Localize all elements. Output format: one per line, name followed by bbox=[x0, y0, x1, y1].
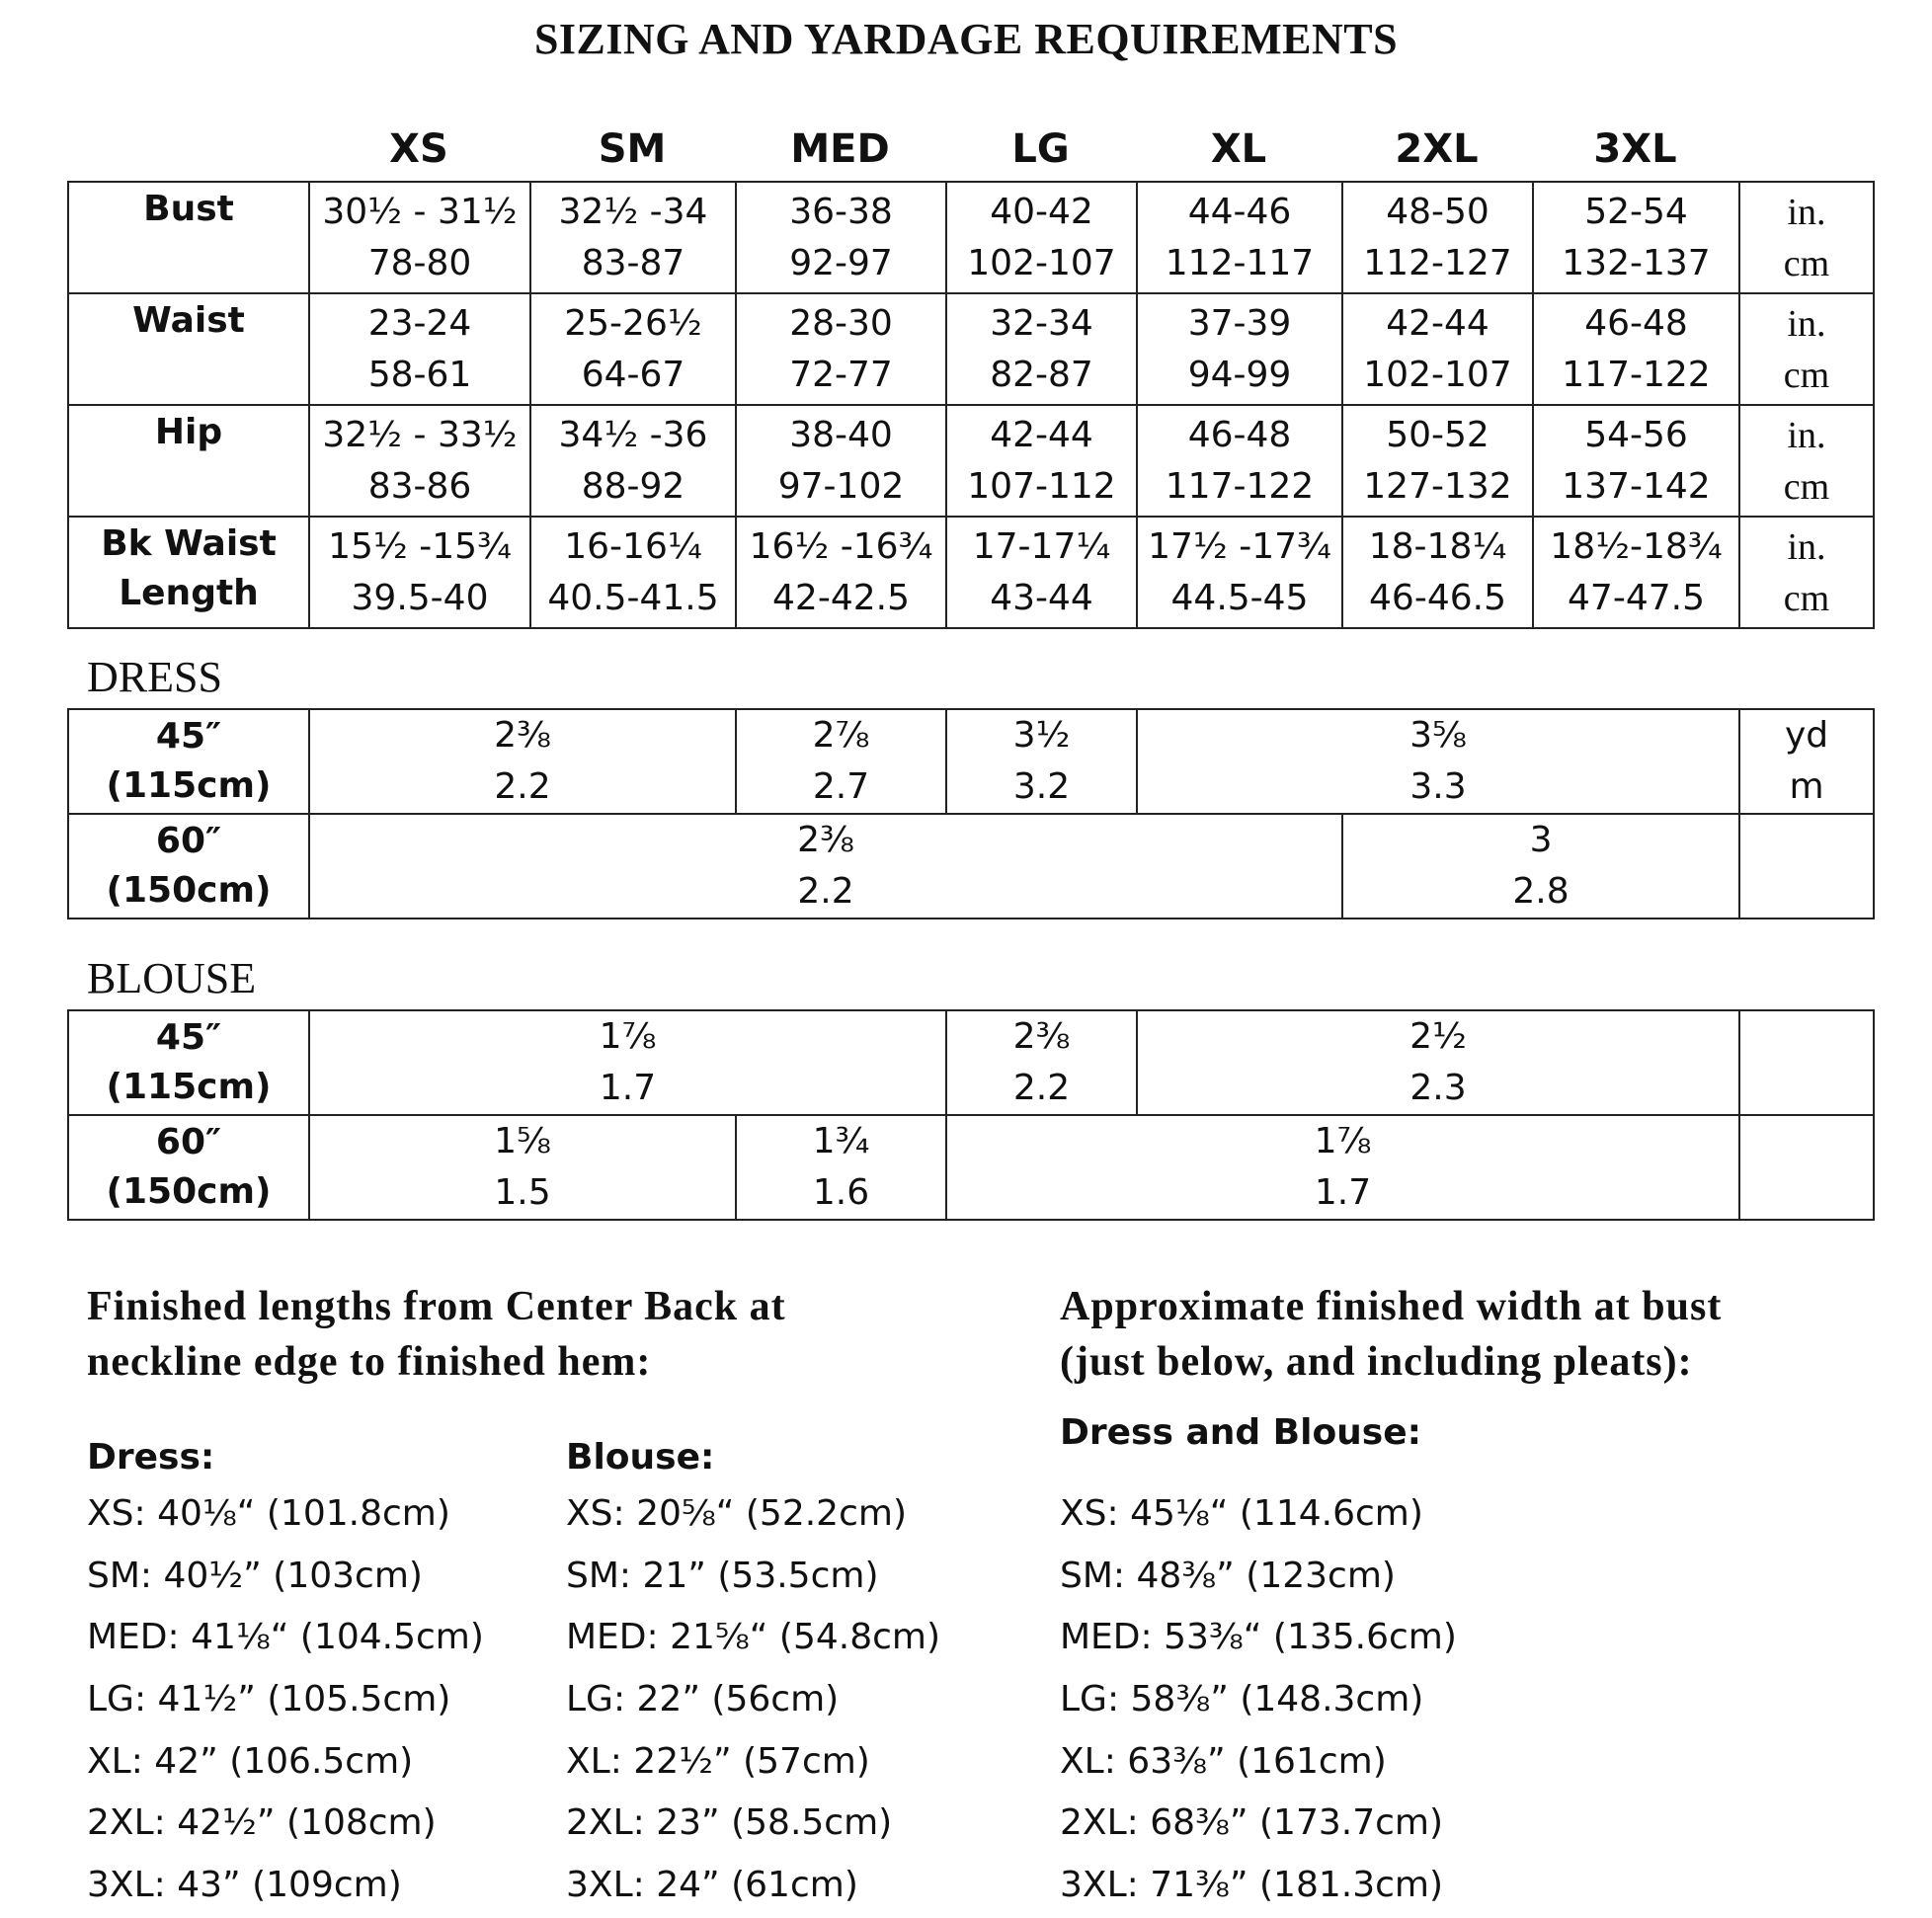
measurement-row bbox=[68, 405, 1874, 517]
cell-line: 117-122 bbox=[1165, 465, 1315, 507]
cell-line: 30½ - 31½ bbox=[322, 191, 518, 232]
cell-line: 3.2 bbox=[1012, 766, 1071, 807]
cell-line: 88-92 bbox=[581, 465, 685, 507]
row-label bbox=[68, 517, 309, 628]
unit-cell bbox=[1739, 293, 1874, 405]
heading-line: neckline edge to finished hem: bbox=[87, 1339, 652, 1385]
cell-line: 1⅞ bbox=[599, 1016, 657, 1057]
cell-line: 37-39 bbox=[1187, 302, 1292, 344]
heading-line: (just below, and including pleats): bbox=[1060, 1339, 1693, 1385]
finished-width-heading bbox=[1060, 1279, 1722, 1390]
cell-line: 1⅝ bbox=[494, 1121, 551, 1161]
yardage-cell bbox=[736, 709, 946, 814]
cell-line: 47-47.5 bbox=[1568, 577, 1705, 618]
measurement-cell bbox=[1533, 182, 1739, 293]
measurement-row bbox=[68, 293, 1874, 405]
measurement-cell bbox=[1342, 293, 1533, 405]
cell-line: 92-97 bbox=[789, 242, 893, 283]
cell-line: 1¾ bbox=[812, 1121, 870, 1161]
cell-line: Length bbox=[119, 573, 259, 613]
cell-line: 50-52 bbox=[1386, 414, 1489, 455]
measurement-cell bbox=[1533, 517, 1739, 628]
list-item: LG: 41½” (105.5cm) bbox=[87, 1679, 451, 1720]
size-header: 2XL bbox=[1395, 126, 1479, 172]
unit-cell bbox=[1739, 1010, 1874, 1115]
cell-line: 1.7 bbox=[1314, 1172, 1372, 1213]
cell-line: 58-61 bbox=[367, 354, 472, 395]
cell-line: 43-44 bbox=[990, 577, 1093, 618]
measurement-cell bbox=[1342, 405, 1533, 517]
list-item: 3XL: 43” (109cm) bbox=[87, 1865, 402, 1906]
list-item: XL: 63⅜” (161cm) bbox=[1060, 1740, 1387, 1782]
yardage-cell bbox=[309, 709, 736, 814]
cell-line: 137-142 bbox=[1562, 465, 1711, 507]
cell-line: 72-77 bbox=[789, 354, 893, 395]
measurement-row bbox=[68, 517, 1874, 628]
unit-cell bbox=[1739, 709, 1874, 814]
measurement-cell bbox=[736, 293, 946, 405]
cell-line: 32½ - 33½ bbox=[322, 414, 518, 455]
cell-line: 2.3 bbox=[1409, 1068, 1467, 1108]
measurement-cell bbox=[1137, 517, 1342, 628]
cell-line: Hip bbox=[154, 412, 223, 452]
yardage-cell bbox=[736, 1115, 946, 1220]
list-item: MED: 53⅜“ (135.6cm) bbox=[1060, 1617, 1457, 1658]
cell-line: 40.5-41.5 bbox=[547, 577, 719, 618]
row-label bbox=[68, 182, 309, 293]
measurement-cell bbox=[309, 405, 530, 517]
cell-line: 18-18¼ bbox=[1368, 525, 1507, 567]
cell-line: 34½ -36 bbox=[558, 414, 708, 455]
measurement-cell bbox=[530, 293, 736, 405]
cell-line: 1.7 bbox=[599, 1068, 657, 1108]
cell-line: Waist bbox=[132, 300, 245, 341]
cell-line: 94-99 bbox=[1187, 354, 1292, 395]
dress-lengths-list bbox=[87, 1432, 484, 1917]
cell-line: 83-87 bbox=[581, 242, 685, 283]
measurement-cell bbox=[309, 293, 530, 405]
cell-line: 2.7 bbox=[812, 766, 870, 807]
yardage-cell bbox=[309, 1010, 946, 1115]
cell-line: 39.5-40 bbox=[351, 577, 489, 618]
list-item: XL: 22½” (57cm) bbox=[566, 1740, 870, 1782]
cell-line: 2.2 bbox=[494, 766, 551, 807]
cell-line: 1.6 bbox=[812, 1172, 870, 1213]
cell-line: in. bbox=[1787, 191, 1826, 233]
cell-line: 32½ -34 bbox=[558, 191, 708, 232]
list-item: LG: 22” (56cm) bbox=[566, 1679, 840, 1720]
size-header: MED bbox=[790, 126, 890, 172]
measurement-cell bbox=[736, 182, 946, 293]
measurement-cell bbox=[309, 182, 530, 293]
measurement-cell bbox=[1137, 405, 1342, 517]
measurement-cell bbox=[309, 517, 530, 628]
measurement-cell bbox=[530, 517, 736, 628]
list-item: MED: 21⅝“ (54.8cm) bbox=[566, 1617, 941, 1658]
list-item: 2XL: 68⅜” (173.7cm) bbox=[1060, 1802, 1444, 1844]
list-title: Dress and Blouse: bbox=[1060, 1412, 1422, 1453]
blouse-heading: BLOUSE bbox=[87, 954, 257, 1002]
fabric-width-label bbox=[68, 814, 309, 919]
cell-line: 112-117 bbox=[1165, 242, 1315, 283]
dress-heading: DRESS bbox=[87, 653, 222, 701]
cell-line: 2.8 bbox=[1512, 871, 1570, 912]
cell-line: 3.3 bbox=[1409, 766, 1467, 807]
cell-line: (115cm) bbox=[106, 1067, 272, 1107]
cell-line: 2⅜ bbox=[797, 820, 854, 860]
yardage-cell bbox=[946, 1115, 1739, 1220]
cell-line: 2.2 bbox=[1012, 1068, 1071, 1108]
size-header: XL bbox=[1210, 126, 1267, 172]
cell-line: in. bbox=[1787, 302, 1826, 345]
cell-line: 1.5 bbox=[494, 1172, 551, 1213]
cell-line: 38-40 bbox=[789, 414, 893, 455]
cell-line: 45″ bbox=[155, 1017, 222, 1058]
measurement-cell bbox=[946, 293, 1137, 405]
cell-line: 2⅜ bbox=[494, 715, 551, 756]
cell-line: 54-56 bbox=[1584, 414, 1688, 455]
cell-line: 42-42.5 bbox=[772, 577, 910, 618]
cell-line: 40-42 bbox=[990, 191, 1093, 232]
list-item: SM: 48⅜” (123cm) bbox=[1060, 1555, 1396, 1596]
cell-line: 2⅞ bbox=[812, 715, 870, 756]
list-item: XS: 40⅛“ (101.8cm) bbox=[87, 1493, 450, 1534]
yardage-row bbox=[68, 1010, 1874, 1115]
cell-line: 46-46.5 bbox=[1369, 577, 1506, 618]
heading-line: Finished lengths from Center Back at bbox=[87, 1284, 786, 1329]
cell-line: 17½ -17¾ bbox=[1148, 525, 1331, 567]
list-title: Dress: bbox=[87, 1437, 215, 1478]
yardage-cell bbox=[946, 1010, 1137, 1115]
cell-line: (150cm) bbox=[106, 870, 272, 911]
fabric-width-label bbox=[68, 1115, 309, 1220]
cell-line: in. bbox=[1787, 525, 1826, 568]
list-item: SM: 21” (53.5cm) bbox=[566, 1555, 879, 1596]
row-label bbox=[68, 405, 309, 517]
cell-line: 132-137 bbox=[1562, 242, 1711, 283]
cell-line: 25-26½ bbox=[564, 302, 702, 344]
measurement-cell bbox=[530, 182, 736, 293]
cell-line: 42-44 bbox=[990, 414, 1093, 455]
measurement-cell bbox=[946, 517, 1137, 628]
size-header: XS bbox=[389, 126, 448, 172]
cell-line: 23-24 bbox=[367, 302, 472, 344]
cell-line: 52-54 bbox=[1584, 191, 1688, 232]
unit-cell bbox=[1739, 405, 1874, 517]
cell-line: m bbox=[1789, 766, 1824, 807]
measurement-cell bbox=[946, 182, 1137, 293]
measurement-cell bbox=[946, 405, 1137, 517]
page-title: SIZING AND YARDAGE REQUIREMENTS bbox=[533, 15, 1399, 63]
cell-line: 3 bbox=[1529, 820, 1553, 860]
heading-line: Approximate finished width at bust bbox=[1060, 1284, 1723, 1329]
size-header: LG bbox=[1011, 126, 1070, 172]
cell-line: 2⅜ bbox=[1012, 1016, 1071, 1057]
measurement-row bbox=[68, 182, 1874, 293]
yardage-cell bbox=[946, 709, 1137, 814]
yardage-row bbox=[68, 709, 1874, 814]
blouse-lengths-list bbox=[566, 1432, 940, 1917]
measurement-cell bbox=[1137, 182, 1342, 293]
list-item: LG: 58⅜” (148.3cm) bbox=[1060, 1679, 1424, 1720]
unit-cell bbox=[1739, 517, 1874, 628]
cell-line: in. bbox=[1787, 414, 1826, 456]
cell-line: 117-122 bbox=[1562, 354, 1711, 395]
list-title: Blouse: bbox=[566, 1437, 715, 1478]
dress-yardage-table bbox=[67, 708, 1875, 919]
cell-line: yd bbox=[1784, 715, 1829, 756]
cell-line: cm bbox=[1783, 242, 1830, 284]
size-header: 3XL bbox=[1593, 126, 1677, 172]
cell-line: 1⅞ bbox=[1314, 1121, 1372, 1161]
yardage-cell bbox=[1342, 814, 1739, 919]
cell-line: 97-102 bbox=[777, 465, 905, 507]
cell-line: 36-38 bbox=[789, 191, 893, 232]
cell-line: 17-17¼ bbox=[972, 525, 1111, 567]
cell-line: 60″ bbox=[155, 1122, 222, 1162]
blouse-yardage-table bbox=[67, 1009, 1875, 1221]
cell-line: 42-44 bbox=[1386, 302, 1489, 344]
list-item: 2XL: 42½” (108cm) bbox=[87, 1802, 437, 1844]
measurement-cell bbox=[736, 517, 946, 628]
cell-line: cm bbox=[1783, 577, 1830, 619]
bust-widths-list bbox=[1060, 1407, 1457, 1917]
row-label bbox=[68, 293, 309, 405]
measurement-cell bbox=[1137, 293, 1342, 405]
cell-line: (115cm) bbox=[106, 765, 272, 806]
measurement-cell bbox=[530, 405, 736, 517]
finished-lengths-heading bbox=[87, 1279, 786, 1390]
yardage-cell bbox=[309, 814, 1342, 919]
cell-line: 78-80 bbox=[367, 242, 472, 283]
list-item: XS: 45⅛“ (114.6cm) bbox=[1060, 1493, 1423, 1534]
unit-cell bbox=[1739, 182, 1874, 293]
fabric-width-label bbox=[68, 1010, 309, 1115]
cell-line: 82-87 bbox=[990, 354, 1093, 395]
unit-cell bbox=[1739, 1115, 1874, 1220]
cell-line: 48-50 bbox=[1386, 191, 1489, 232]
yardage-cell bbox=[309, 1115, 736, 1220]
cell-line: cm bbox=[1783, 354, 1830, 396]
cell-line: 2½ bbox=[1409, 1016, 1467, 1057]
cell-line: 102-107 bbox=[1363, 354, 1512, 395]
measurement-cell bbox=[1533, 293, 1739, 405]
yardage-cell bbox=[1137, 709, 1739, 814]
cell-line: 46-48 bbox=[1187, 414, 1292, 455]
size-header: SM bbox=[598, 126, 667, 172]
cell-line: 102-107 bbox=[967, 242, 1116, 283]
sizing-table bbox=[67, 181, 1875, 629]
cell-line: cm bbox=[1783, 465, 1830, 508]
cell-line: 2.2 bbox=[797, 871, 854, 912]
cell-line: 15½ -15¾ bbox=[328, 525, 512, 567]
cell-line: 60″ bbox=[155, 821, 222, 861]
cell-line: 112-127 bbox=[1363, 242, 1512, 283]
measurement-cell bbox=[1342, 182, 1533, 293]
yardage-row bbox=[68, 1115, 1874, 1220]
yardage-cell bbox=[1137, 1010, 1739, 1115]
measurement-cell bbox=[1342, 517, 1533, 628]
cell-line: Bk Waist bbox=[101, 523, 277, 564]
cell-line: 46-48 bbox=[1584, 302, 1688, 344]
cell-line: 16-16¼ bbox=[564, 525, 702, 567]
cell-line: 18½-18¾ bbox=[1550, 525, 1723, 567]
list-item: MED: 41⅛“ (104.5cm) bbox=[87, 1617, 484, 1658]
cell-line: 107-112 bbox=[967, 465, 1116, 507]
list-item: SM: 40½” (103cm) bbox=[87, 1555, 423, 1596]
yardage-row bbox=[68, 814, 1874, 919]
cell-line: 64-67 bbox=[581, 354, 685, 395]
fabric-width-label bbox=[68, 709, 309, 814]
cell-line: (150cm) bbox=[106, 1171, 272, 1212]
measurement-cell bbox=[736, 405, 946, 517]
cell-line: 44.5-45 bbox=[1170, 577, 1309, 618]
cell-line: 127-132 bbox=[1363, 465, 1512, 507]
cell-line: 45″ bbox=[155, 716, 222, 757]
list-item: XL: 42” (106.5cm) bbox=[87, 1740, 414, 1782]
cell-line: 16½ -16¾ bbox=[749, 525, 933, 567]
cell-line: 3½ bbox=[1012, 715, 1071, 756]
cell-line: Bust bbox=[143, 189, 234, 229]
list-item: 3XL: 71⅜” (181.3cm) bbox=[1060, 1865, 1444, 1906]
cell-line: 32-34 bbox=[990, 302, 1093, 344]
cell-line: 83-86 bbox=[367, 465, 472, 507]
cell-line: 44-46 bbox=[1187, 191, 1292, 232]
list-item: 3XL: 24” (61cm) bbox=[566, 1865, 858, 1906]
measurement-cell bbox=[1533, 405, 1739, 517]
cell-line: 28-30 bbox=[789, 302, 893, 344]
list-item: XS: 20⅝“ (52.2cm) bbox=[566, 1493, 907, 1534]
cell-line: 3⅝ bbox=[1409, 715, 1467, 756]
list-item: 2XL: 23” (58.5cm) bbox=[566, 1802, 893, 1844]
unit-cell bbox=[1739, 814, 1874, 919]
